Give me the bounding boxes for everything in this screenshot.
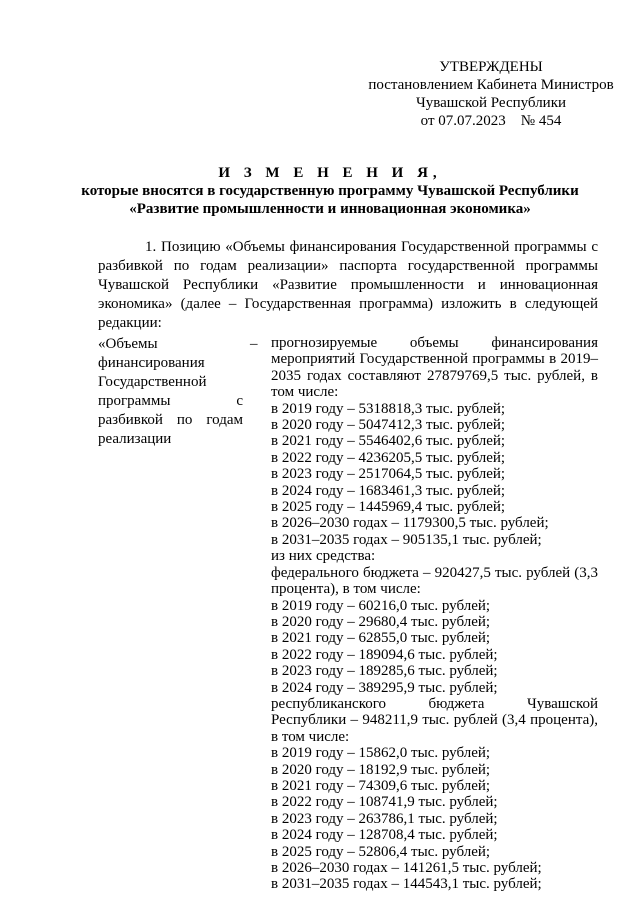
title-heading: И З М Е Н Е Н И Я, bbox=[218, 165, 442, 181]
year-amount-line: в 2025 году – 52806,4 тыс. рублей; bbox=[271, 843, 491, 860]
year-amount-line: в 2021 году – 5546402,6 тыс. рублей; bbox=[271, 433, 506, 450]
funding-total-text: прогнозируемые объемы финансирования мероприятий Государственной программы в 2019–2035 годах составляют 27879769,5 тыс. рублей, в том числе: bbox=[271, 335, 598, 401]
approval-status: УТВЕРЖДЕНЫ bbox=[439, 59, 543, 75]
year-amount-line: в 2022 году – 189094,6 тыс. рублей; bbox=[271, 646, 498, 663]
year-amount-line: в 2031–2035 годах – 144543,1 тыс. рублей; bbox=[271, 876, 542, 893]
year-amount-line: в 2020 году – 5047412,3 тыс. рублей; bbox=[271, 417, 506, 434]
year-amount-line: в 2031–2035 годах – 905135,1 тыс. рублей; bbox=[271, 531, 542, 548]
year-amount-line: в 2024 году – 1683461,3 тыс. рублей; bbox=[271, 482, 506, 499]
republic-year-list bbox=[271, 745, 598, 893]
intro-paragraph: 1. Позицию «Объемы финансирования Государственной программы с разбивкой по годам реализации» паспорта государственной программы Чувашской Республики «Развитие промышленности и инновационная экономика» (далее – Государственная программа) изложить в следующей редакции: bbox=[98, 239, 598, 331]
year-amount-line: в 2023 году – 263786,1 тыс. рублей; bbox=[271, 810, 498, 827]
year-amount-line: в 2019 году – 60216,0 тыс. рублей; bbox=[271, 597, 491, 614]
year-amount-line: в 2024 году – 389295,9 тыс. рублей; bbox=[271, 679, 498, 696]
table-dash: – bbox=[250, 336, 258, 352]
year-amount-line: в 2021 году – 74309,6 тыс. рублей; bbox=[271, 777, 491, 794]
approval-authority: постановлением Кабинета Министров bbox=[368, 77, 614, 93]
year-amount-line: в 2023 году – 189285,6 тыс. рублей; bbox=[271, 663, 498, 680]
year-amount-line: в 2026–2030 годах – 141261,5 тыс. рублей; bbox=[271, 860, 542, 876]
document-title bbox=[60, 164, 600, 218]
year-amount-line: в 2019 году – 5318818,3 тыс. рублей; bbox=[271, 400, 506, 417]
year-amount-line: в 2019 году – 15862,0 тыс. рублей; bbox=[271, 745, 491, 762]
year-amount-line: в 2020 году – 18192,9 тыс. рублей; bbox=[271, 761, 491, 778]
approval-region: Чувашской Республики bbox=[415, 95, 567, 111]
federal-year-list bbox=[271, 598, 598, 696]
title-program-name: «Развитие промышленности и инновационная экономика» bbox=[129, 201, 531, 217]
title-subtitle: которые вносятся в государственную программу Чувашской Республики bbox=[81, 183, 579, 199]
year-amount-line: в 2022 году – 108741,9 тыс. рублей; bbox=[271, 794, 498, 811]
year-amount-line: в 2025 году – 1445969,4 тыс. рублей; bbox=[271, 499, 506, 516]
total-year-list bbox=[271, 401, 598, 549]
year-amount-line: в 2021 году – 62855,0 тыс. рублей; bbox=[271, 630, 491, 647]
federal-budget-text: федерального бюджета – 920427,5 тыс. рублей (3,3 процента), в том числе: bbox=[271, 564, 598, 598]
table-left-label: «Объемы финансирования Государственной программы с разбивкой по годам реализации bbox=[98, 336, 243, 447]
table-right-column bbox=[271, 335, 598, 893]
republic-budget-text: республиканского бюджета Чувашской Республики – 948211,9 тыс. рублей (3,4 процента), в том числе: bbox=[271, 695, 598, 745]
year-amount-line: в 2026–2030 годах – 1179300,5 тыс. рублей; bbox=[271, 515, 549, 532]
of-which-label: из них средства: bbox=[271, 548, 376, 565]
year-amount-line: в 2022 году – 4236205,5 тыс. рублей; bbox=[271, 449, 506, 466]
approval-date-number: от 07.07.2023 № 454 bbox=[420, 113, 562, 129]
approval-stamp bbox=[356, 58, 626, 130]
year-amount-line: в 2024 году – 128708,4 тыс. рублей; bbox=[271, 827, 498, 844]
year-amount-line: в 2020 году – 29680,4 тыс. рублей; bbox=[271, 613, 491, 630]
year-amount-line: в 2023 году – 2517064,5 тыс. рублей; bbox=[271, 466, 506, 483]
